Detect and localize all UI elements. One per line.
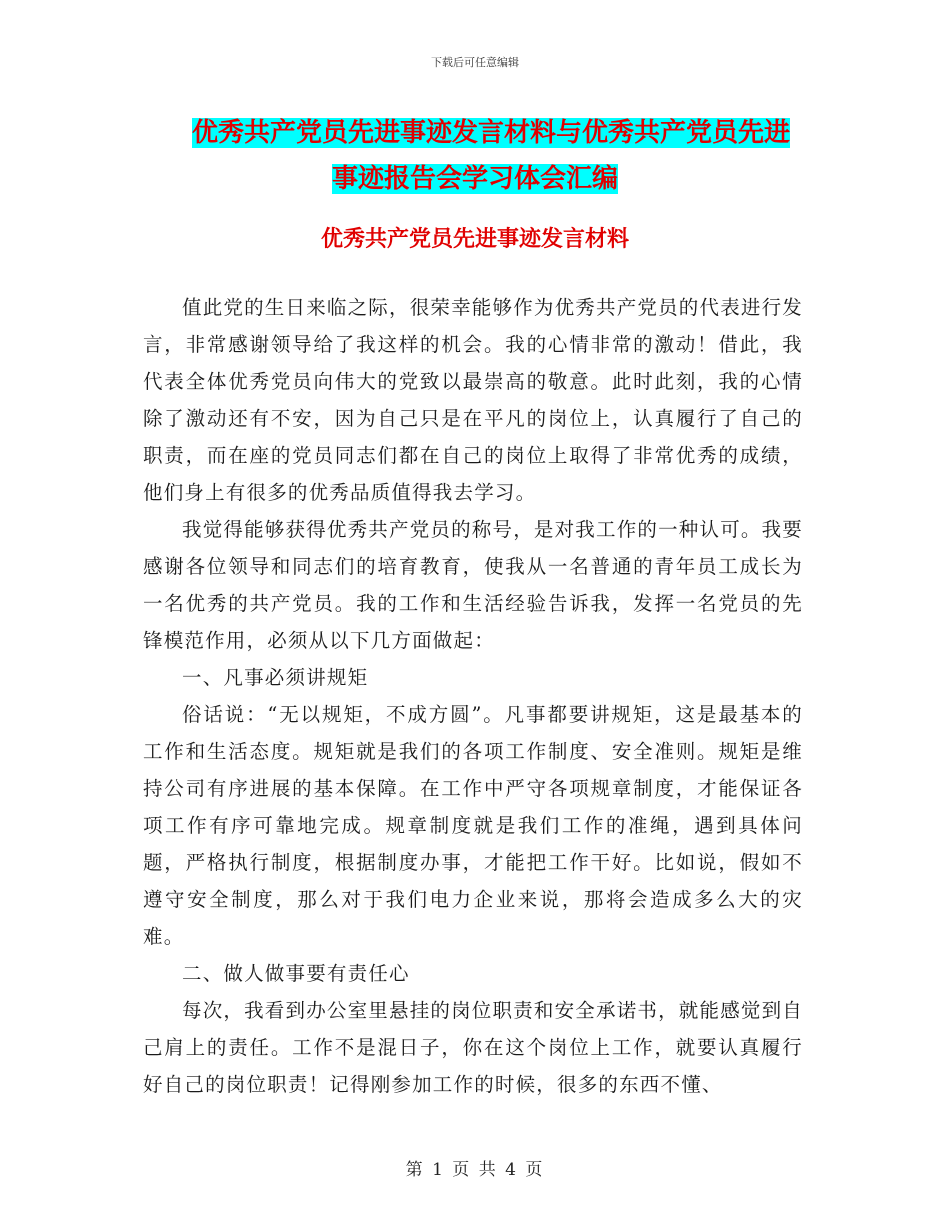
section-title: 优秀共产党员先进事迹发言材料 bbox=[320, 227, 629, 252]
section-heading: 一、凡事必须讲规矩 bbox=[182, 666, 369, 689]
section-heading: 二、做人做事要有责任心 bbox=[182, 962, 410, 985]
paragraph: 俗话说：“无以规矩，不成方圆”。凡事都要讲规矩，这是最基本的工作和生活态度。规矩就是我们的各项工作制度、安全准则。规矩是维持公司有序进展的基本保障。在工作中严守各项规章制度，才能保证各项工作有序可靠地完成。规章制度就是我们工作的准绳，遇到具体问题，严格执行制度，根据制度办事，才能把工作干好。比如说，假如不遵守安全制度，那么对于我们电力企业来说，那将会造成多么大的灾难。 bbox=[143, 703, 803, 948]
paragraph: 值此党的生日来临之际，很荣幸能够作为优秀共产党员的代表进行发言，非常感谢领导给了我这样的机会。我的心情非常的激动！借此，我代表全体优秀党员向伟大的党致以最崇高的敬意。此时此刻，我的心情除了激动还有不安，因为自己只是在平凡的岗位上，认真履行了自己的职责，而在座的党员同志们都在自己的岗位上取得了非常优秀的成绩，他们身上有很多的优秀品质值得我去学习。 bbox=[143, 296, 804, 504]
document-title-line-1: 优秀共产党员先进事迹发言材料与优秀共产党员先进 bbox=[192, 118, 791, 148]
document-title-line-2: 事迹报告会学习体会汇编 bbox=[332, 164, 619, 194]
paragraph: 我觉得能够获得优秀共产党员的称号，是对我工作的一种认可。我要感谢各位领导和同志们的培育教育，使我从一名普通的青年员工成长为一名优秀的共产党员。我的工作和生活经验告诉我，发挥一名党员的先锋模范作用，必须从以下几方面做起： bbox=[143, 518, 804, 652]
page-header-note: 下载后可任意编辑 bbox=[431, 56, 519, 69]
document-body bbox=[143, 289, 803, 1103]
paragraph: 每次，我看到办公室里悬挂的岗位职责和安全承诺书，就能感觉到自己肩上的责任。工作不是混日子，你在这个岗位上工作，就要认真履行好自己的岗位职责！记得刚参加工作的时候，很多的东西不懂、 bbox=[143, 999, 804, 1096]
document-title bbox=[140, 110, 820, 202]
page-number: 第 1 页 共 4 页 bbox=[405, 1160, 545, 1180]
